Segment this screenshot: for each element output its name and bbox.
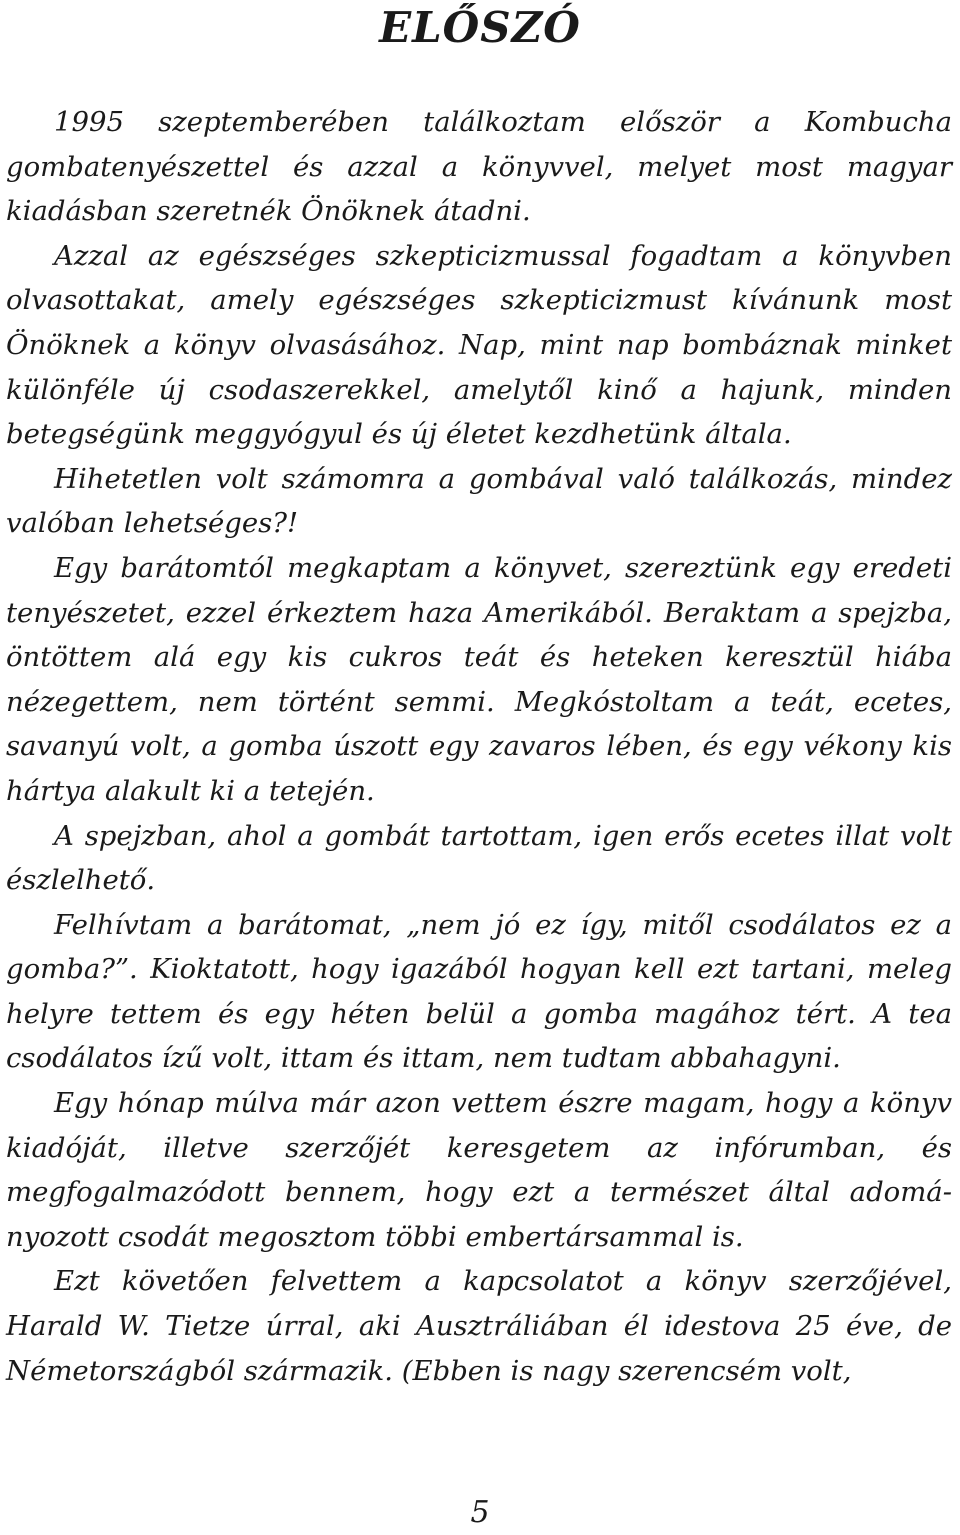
page-number: 5 bbox=[470, 1495, 490, 1530]
paragraph-7: Egy hónap múlva már azon vettem észre magam, hogy a könyv kiadóját, illetve szerzőjét keresgetem az infórumban, és megfogalmazódott bennem, hogy ezt a természet által adományozott csodát megosztom többi embertársammal is. bbox=[6, 1087, 952, 1253]
paragraph-2: Azzal az egészséges szkepticizmussal fogadtam a könyvben olvasottakat, amely egészséges szkepticizmust kívánunk most Önöknek a könyv olvasásához. Nap, mint nap bombáznak minket különféle új csodaszerekkel, amelytől kinő a hajunk, minden betegségünk meggyógyul és új életet kezdhetünk általa. bbox=[6, 239, 952, 451]
paragraph-1: 1995 szeptemberében találkoztam először a Kombucha gombatenyészettel és azzal a könyvvel, melyet most magyar kiadásban szeretnék Önöknek átadni. bbox=[6, 106, 952, 228]
page-title: ELŐSZÓ bbox=[379, 3, 581, 52]
paragraph-4: Egy barátomtól megkaptam a könyvet, szereztünk egy eredeti tenyészetet, ezzel érkeztem haza Amerikából. Beraktam a spejzba, öntöttem alá egy kis cukros teát és heteken keresztül hiába nézegettem, nem történt semmi. Megkóstoltam a teát, ecetes, savanyú volt, a gomba úszott egy zavaros lében, és egy vékony kis hártya alakult ki a tetején. bbox=[6, 551, 952, 807]
paragraph-8: Ezt követően felvettem a kapcsolatot a könyv szerzőjével, Harald W. Tietze úrral, aki Ausztráliában él idestova 25 éve, de Németországból származik. (Ebben is nagy szerencsém volt, bbox=[6, 1265, 952, 1387]
paragraph-3: Hihetetlen volt számomra a gombával való találkozás, mindez valóban lehetséges?! bbox=[6, 462, 952, 540]
body-text bbox=[6, 100, 952, 1393]
paragraph-6: Felhívtam a barátomat, „nem jó ez így, mitől csodálatos ez a gomba?”. Kioktatott, hogy igazából hogyan kell ezt tartani, meleg helyre tettem és egy héten belül a gomba magához tért. A tea csodálatos ízű volt, ittam és ittam, nem tudtam abbahagyni. bbox=[6, 908, 952, 1075]
paragraph-5: A spejzban, ahol a gombát tartottam, igen erős ecetes illat volt észlelhető. bbox=[6, 819, 952, 897]
